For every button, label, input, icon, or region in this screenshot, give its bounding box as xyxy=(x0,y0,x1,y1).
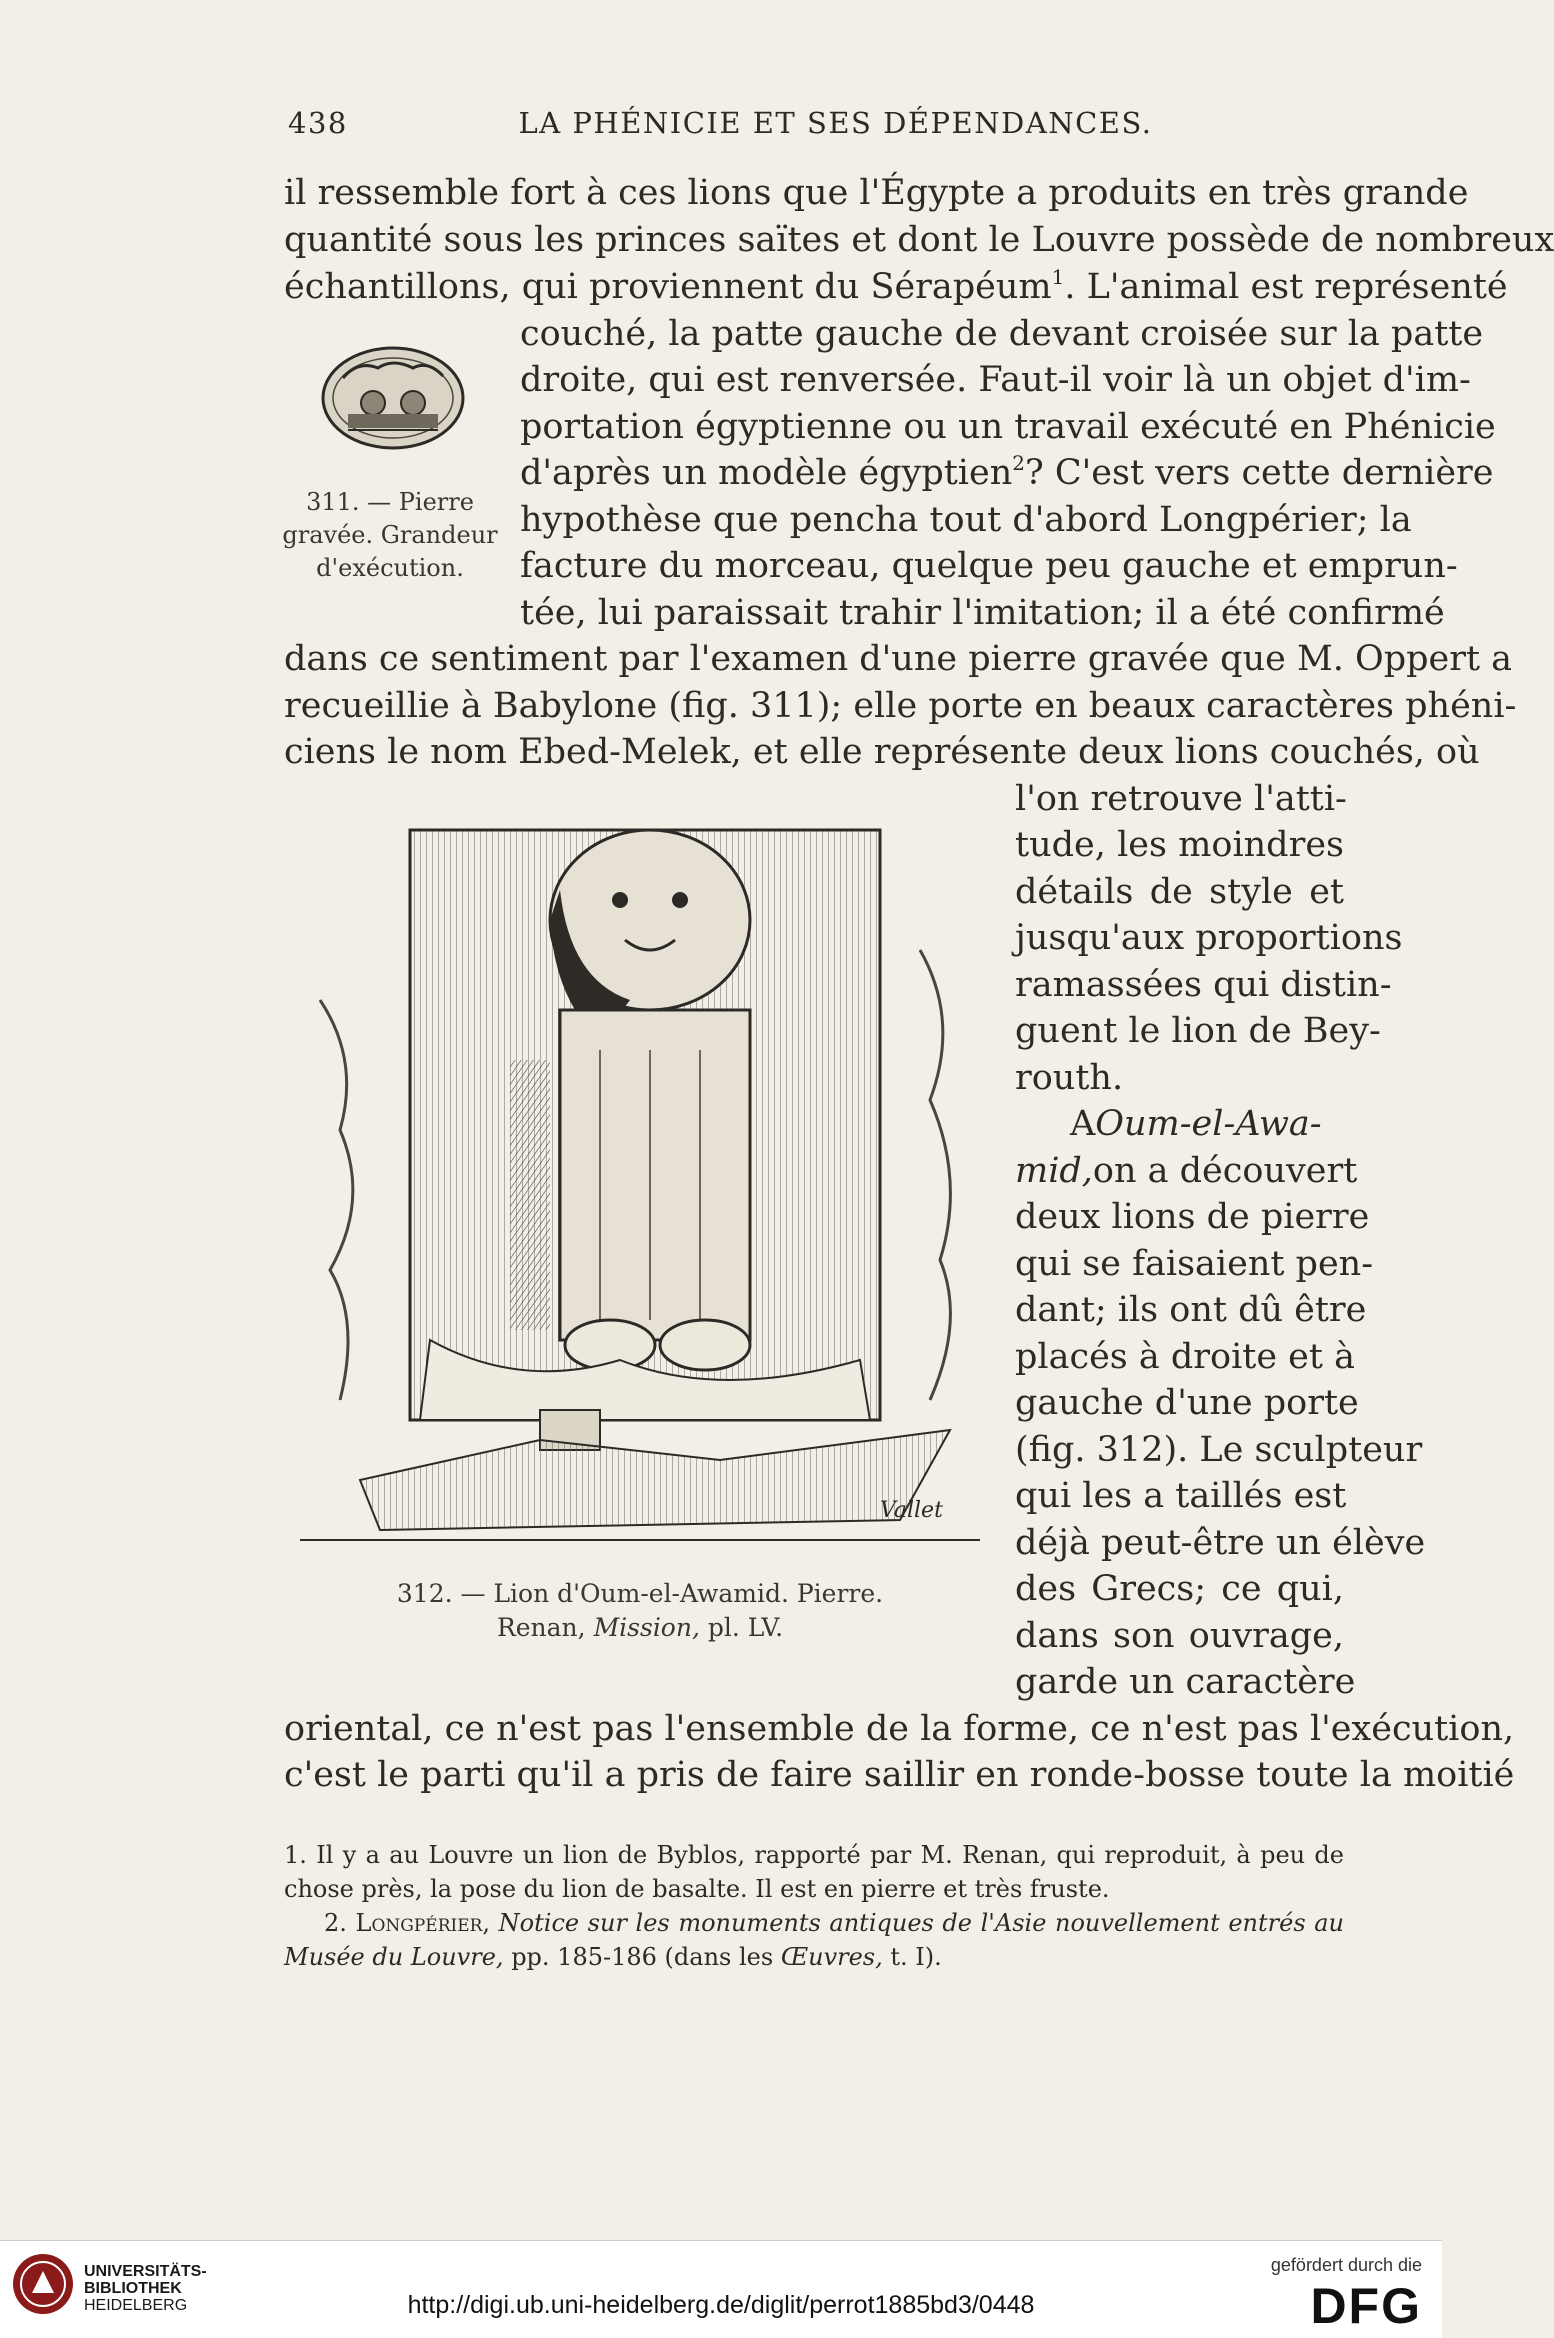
text-line: jusqu'aux proportions xyxy=(1015,918,1403,958)
text-line: recueillie à Babylone (fig. 311); elle porte en beaux caractères phéni- xyxy=(284,686,1517,726)
text-line: c'est le parti qu'il a pris de faire saillir en ronde-bosse toute la moitié xyxy=(284,1755,1515,1795)
text-line: garde un caractère xyxy=(1015,1662,1356,1702)
text-line: tée, lui paraissait trahir l'imitation; il a été confirmé xyxy=(520,593,1445,633)
figure-312-caption: 312. — Lion d'Oum-el-Awamid. Pierre. Renan, Mission, pl. LV. xyxy=(396,1579,884,1642)
text-line: placés à droite et à xyxy=(1015,1337,1355,1377)
text-line: gauche d'une porte xyxy=(1015,1383,1359,1423)
text-line: facture du morceau, quelque peu gauche et emprun- xyxy=(520,546,1458,586)
text-line: hypothèse que pencha tout d'abord Longpérier; la xyxy=(520,500,1412,540)
footnote-2-line-1: 2. Longpérier, Notice sur les monuments antiques de l'Asie nouvellement entrés au xyxy=(324,1909,1344,1937)
running-title: LA PHÉNICIE ET SES DÉPENDANCES. xyxy=(518,106,1153,140)
text-line: tude, les moindres xyxy=(1015,825,1344,865)
text-line: mid,on a découvert xyxy=(1015,1151,1358,1191)
figure-311-caption: 311. — Pierre gravée. Grandeur d'exécution. xyxy=(282,488,498,582)
text-line: routh. xyxy=(1015,1058,1124,1098)
footnote-2-line-2: Musée du Louvre, pp. 185-186 (dans les Œuvres, t. I). xyxy=(284,1943,942,1971)
text-line: couché, la patte gauche de devant croisée sur la patte xyxy=(520,314,1484,354)
document-url-link[interactable]: http://digi.ub.uni-heidelberg.de/diglit/perrot1885bd3/0448 xyxy=(407,2291,1035,2319)
text-line: quantité sous les princes saïtes et dont le Louvre possède de nombreux xyxy=(284,220,1554,260)
text-line: détails de style et xyxy=(1015,872,1344,912)
text-line: dans son ouvrage, xyxy=(1015,1616,1344,1656)
funding-label: gefördert durch die xyxy=(1270,2255,1422,2275)
text-line: deux lions de pierre xyxy=(1015,1197,1370,1237)
footnote-ref: 2 xyxy=(1012,451,1025,475)
text-line: échantillons, qui proviennent du Sérapéum$^1$. L'animal est représenté xyxy=(284,265,1508,307)
text-line: ciens le nom Ebed-Melek, et elle représente deux lions couchés, où xyxy=(284,732,1480,772)
text-line: dant; ils ont dû être xyxy=(1015,1290,1367,1330)
engraved-gem-illustration xyxy=(318,338,468,458)
footnote-1-line-1: 1. Il y a au Louvre un lion de Byblos, rapporté par M. Renan, qui reproduit, à peu de xyxy=(284,1841,1344,1869)
text-line: qui les a taillés est xyxy=(1015,1476,1347,1516)
text-line: oriental, ce n'est pas l'ensemble de la forme, ce n'est pas l'exécution, xyxy=(284,1709,1515,1749)
footer-bar xyxy=(0,2240,1442,2338)
footnote-1-line-2: chose près, la pose du lion de basalte. Il est en pierre et très fruste. xyxy=(284,1875,1110,1903)
page-header xyxy=(288,106,1343,146)
text-line: dans ce sentiment par l'examen d'une pierre gravée que M. Oppert a xyxy=(284,639,1513,679)
text-line: guent le lion de Bey- xyxy=(1015,1011,1381,1051)
dfg-logo: DFG xyxy=(1310,2278,1422,2334)
lion-relief-illustration xyxy=(300,800,980,1560)
library-name: UNIVERSITÄTS- BIBLIOTHEK HEIDELBERG xyxy=(84,2263,207,2314)
footnote-ref: 1 xyxy=(1051,265,1065,289)
text-line: déjà peut-être un élève xyxy=(1015,1523,1426,1563)
text-line: il ressemble fort à ces lions que l'Égypte a produits en très grande xyxy=(284,173,1469,213)
text-line: des Grecs; ce qui, xyxy=(1015,1569,1344,1609)
text-line: l'on retrouve l'atti- xyxy=(1015,779,1347,819)
text-line: portation égyptienne ou un travail exécuté en Phénicie xyxy=(520,407,1496,447)
text-line: d'après un modèle égyptien$^2$? C'est vers cette dernière xyxy=(520,451,1494,493)
text-line: AOum-el-Awa- xyxy=(1070,1104,1322,1144)
page-number: 438 xyxy=(288,106,348,140)
engraver-signature: Vallet xyxy=(880,1498,943,1523)
text-line: qui se faisaient pen- xyxy=(1015,1244,1374,1284)
text-line: (fig. 312). Le sculpteur xyxy=(1015,1430,1423,1470)
text-line: ramassées qui distin- xyxy=(1015,965,1392,1005)
text-line: droite, qui est renversée. Faut-il voir là un objet d'im- xyxy=(520,360,1471,400)
